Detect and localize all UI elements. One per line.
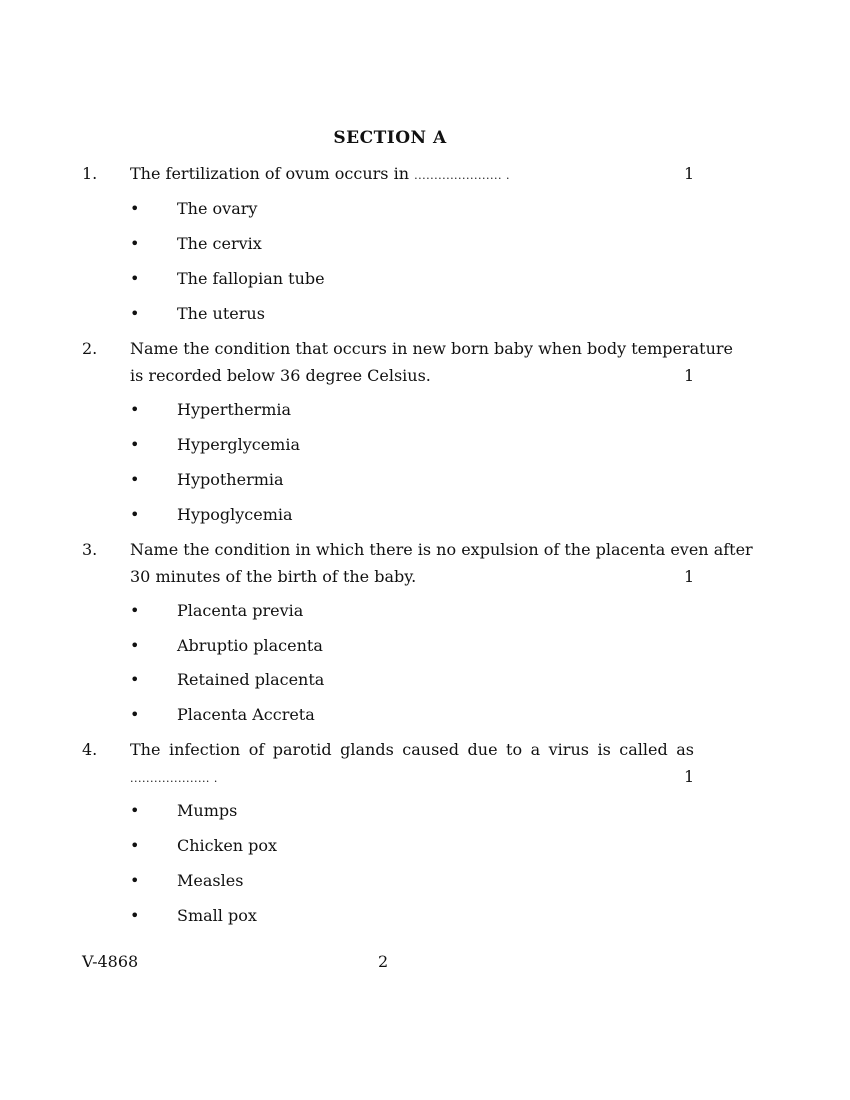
- bullet-icon: •: [130, 601, 140, 620]
- bullet-icon: •: [130, 705, 140, 724]
- option-item: The uterus: [177, 304, 265, 323]
- option-item: Hypoglycemia: [177, 505, 293, 524]
- option-item: Chicken pox: [177, 836, 278, 855]
- bullet-icon: •: [130, 400, 140, 419]
- bullet-icon: •: [130, 470, 140, 489]
- option-item: Small pox: [177, 906, 257, 925]
- answer-blank: [130, 767, 694, 786]
- option-item: The cervix: [177, 234, 262, 253]
- question-number: 3.: [82, 540, 98, 559]
- question-marks: 1: [684, 767, 695, 786]
- bullet-icon: •: [130, 836, 140, 855]
- option-item: Placenta Accreta: [177, 705, 315, 724]
- question-text-content: The fertilization of ovum occurs in: [130, 164, 409, 183]
- option-item: Mumps: [177, 801, 238, 820]
- bullet-icon: •: [130, 199, 140, 218]
- bullet-icon: •: [130, 871, 140, 890]
- question-text-line1: The infection of parotid glands caused due to a virus is called as: [130, 740, 694, 759]
- page-number: 2: [378, 952, 389, 971]
- option-item: Hyperglycemia: [177, 435, 301, 454]
- question-text-line2: 30 minutes of the birth of the baby.: [130, 567, 417, 586]
- option-item: Hyperthermia: [177, 400, 292, 419]
- question-number: 1.: [82, 164, 98, 183]
- option-item: Measles: [177, 871, 244, 890]
- question-text-line2: is recorded below 36 degree Celsius.: [130, 366, 431, 385]
- section-title: SECTION A: [333, 128, 447, 148]
- bullet-icon: •: [130, 304, 140, 323]
- option-item: The ovary: [177, 199, 258, 218]
- question-number: 4.: [82, 740, 98, 759]
- option-item: Retained placenta: [177, 670, 325, 689]
- question-text-line1: Name the condition in which there is no expulsion of the placenta even after: [130, 540, 753, 559]
- bullet-icon: •: [130, 670, 140, 689]
- bullet-icon: •: [130, 435, 140, 454]
- answer-blank-dots: .................... .: [130, 772, 218, 785]
- option-item: Abruptio placenta: [177, 636, 323, 655]
- option-item: Hypothermia: [177, 470, 284, 489]
- bullet-icon: •: [130, 505, 140, 524]
- option-item: Placenta previa: [177, 601, 304, 620]
- question-text-line1: Name the condition that occurs in new born baby when body temperature: [130, 339, 734, 358]
- bullet-icon: •: [130, 801, 140, 820]
- bullet-icon: •: [130, 636, 140, 655]
- answer-blank: ...................... .: [414, 169, 511, 182]
- question-marks: 1: [684, 366, 695, 385]
- option-item: The fallopian tube: [177, 269, 325, 288]
- paper-code: V-4868: [82, 952, 139, 971]
- question-text: [130, 164, 694, 183]
- bullet-icon: •: [130, 234, 140, 253]
- question-number: 2.: [82, 339, 98, 358]
- bullet-icon: •: [130, 906, 140, 925]
- question-marks: 1: [684, 164, 695, 183]
- bullet-icon: •: [130, 269, 140, 288]
- question-marks: 1: [684, 567, 695, 586]
